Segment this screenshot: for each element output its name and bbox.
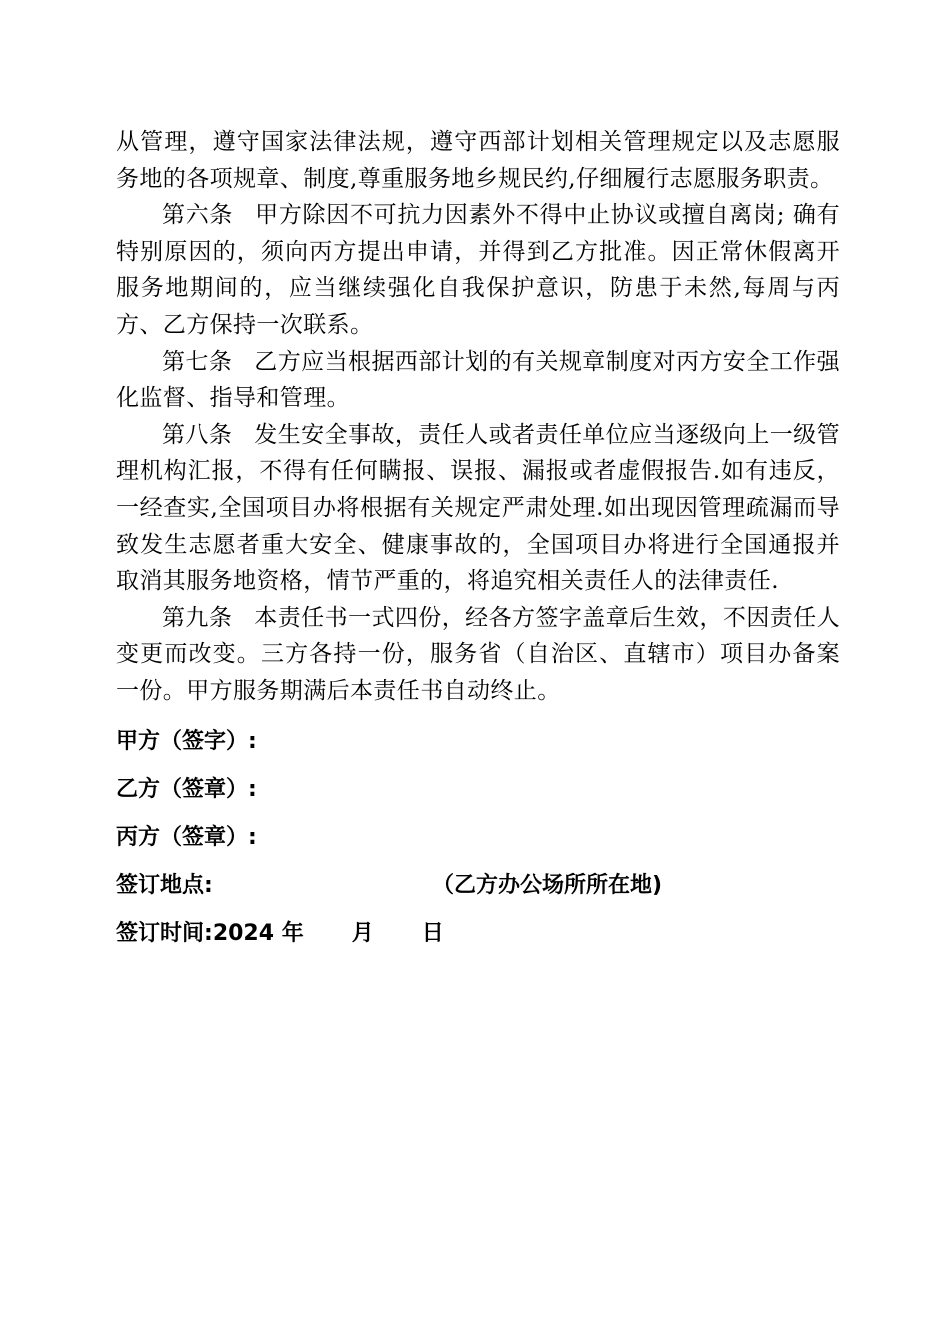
article-7 (116, 344, 840, 417)
document-page (116, 124, 840, 958)
article-number: 第七条 (162, 348, 233, 375)
article-8 (116, 417, 840, 600)
article-text: 本责任书一式四份，经各方签字盖章后生效，不因责任人变更而改变。三方各持一份，服务省（自治区、直辖市）项目办备案一份。甲方服务期满后本责任书自动终止。 (116, 604, 841, 704)
article-text: 发生安全事故，责任人或者责任单位应当逐级向上一级管理机构汇报，不得有任何瞒报、误报、漏报或者虚假报告.如有违反，一经查实,全国项目办将根据有关规定严肃处理.如出现因管理疏漏而导致发生志愿者重大安全、健康事故的，全国项目办将进行全国通报并取消其服务地资格，情节严重的，将追究相关责任人的法律责任. (116, 421, 841, 595)
signing-date-line (116, 910, 840, 958)
paragraph-continuation (116, 124, 840, 197)
article-text: 甲方除因不可抗力因素外不得中止协议或擅自离岗; 确有特别原因的，须向丙方提出申请，并得到乙方批准。因正常休假离开服务地期间的，应当继续强化自我保护意识，防患于未然,每周与丙方、乙方保持一次联系。 (116, 202, 841, 338)
signing-place-line (116, 862, 840, 910)
signing-date-month: 月 (351, 920, 374, 946)
article-6 (116, 197, 840, 343)
signing-date-day: 日 (421, 920, 444, 946)
signature-block (116, 718, 840, 958)
signing-date-year: 2024 年 (212, 920, 304, 946)
party-a-signature-line (116, 718, 840, 766)
signing-place-label: 签订地点: (116, 872, 213, 898)
article-number: 第八条 (162, 421, 233, 448)
article-number: 第九条 (162, 604, 233, 631)
article-9 (116, 600, 840, 710)
article-text: 乙方应当根据西部计划的有关规章制度对丙方安全工作强化监督、指导和管理。 (116, 348, 841, 412)
article-number: 第六条 (162, 202, 234, 229)
party-c-signature-line (116, 814, 840, 862)
party-c-label: 丙方（签章）: (116, 824, 257, 850)
paragraph-text: 从管理，遵守国家法律法规，遵守西部计划相关管理规定以及志愿服务地的各项规章、制度,尊重服务地乡规民约,仔细履行志愿服务职责。 (116, 129, 840, 192)
signing-place-note: （乙方办公场所所在地) (432, 872, 663, 898)
signing-date-label: 签订时间: (116, 920, 213, 946)
party-b-label: 乙方（签章）: (116, 776, 257, 802)
party-a-label: 甲方（签字）: (116, 728, 257, 754)
party-b-signature-line (116, 766, 840, 814)
